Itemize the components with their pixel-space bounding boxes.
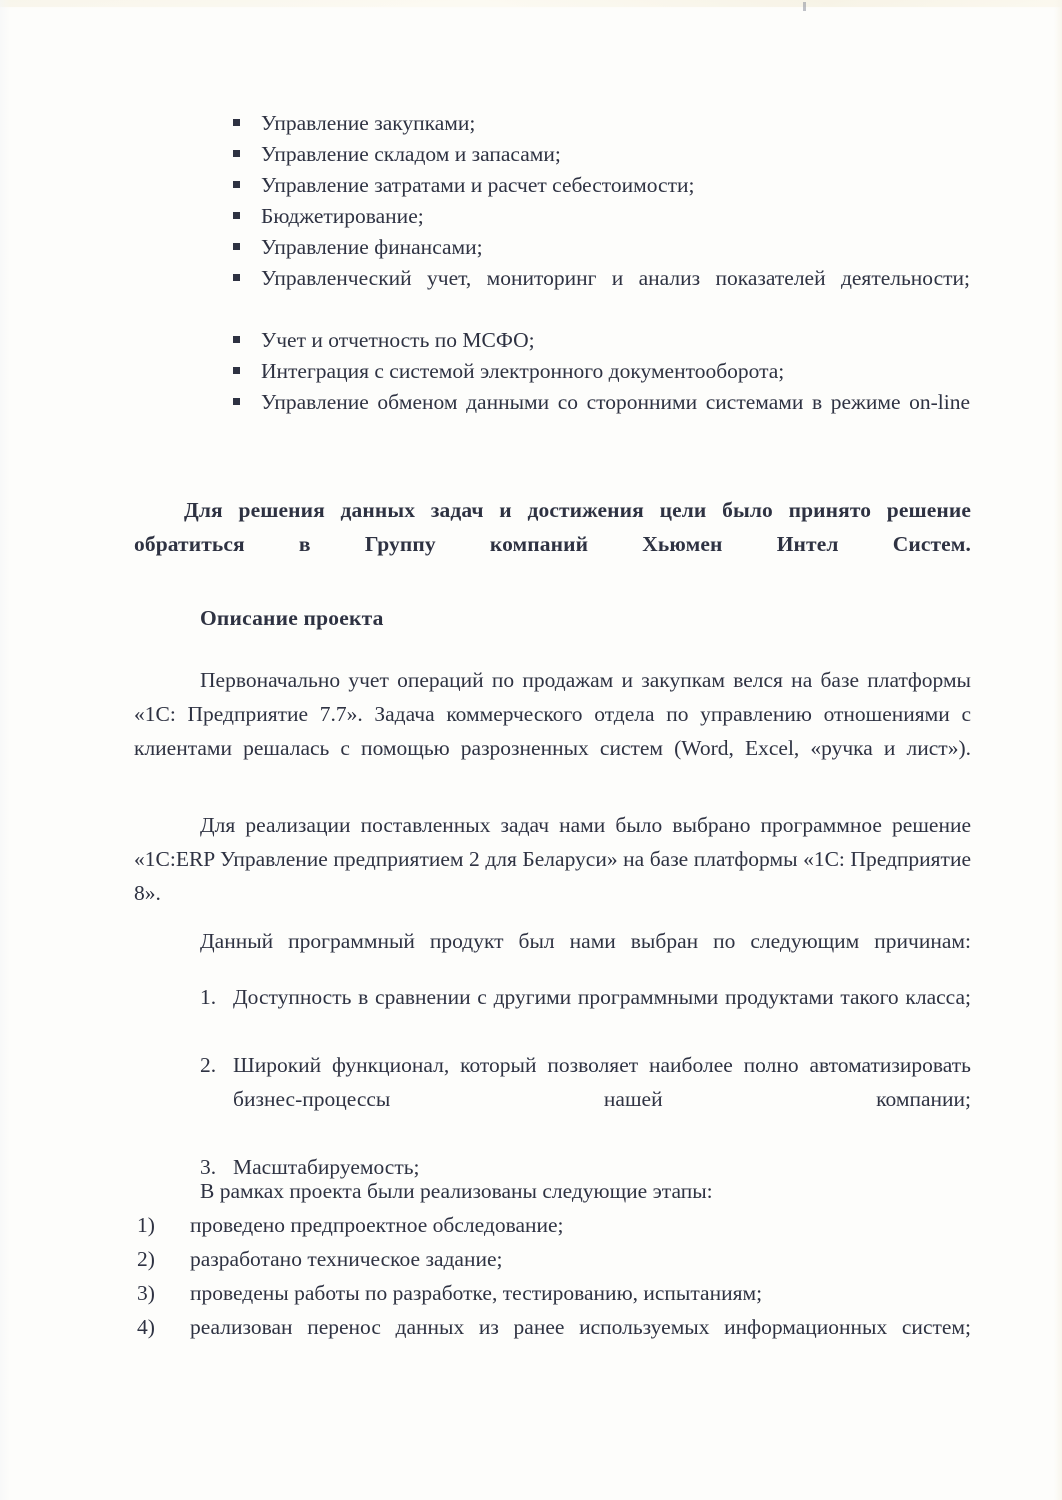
list-item bbox=[137, 1242, 971, 1276]
list-item-text: Управление закупками; bbox=[261, 111, 476, 135]
square-bullet-icon bbox=[233, 274, 240, 281]
list-item bbox=[233, 201, 970, 232]
list-item-number: 2. bbox=[200, 1053, 217, 1077]
list-item bbox=[137, 1276, 971, 1310]
list-item bbox=[200, 980, 971, 1048]
scan-edge-left bbox=[0, 0, 10, 1500]
list-item-text: Управление складом и запасами; bbox=[261, 142, 561, 166]
list-item-text: Учет и отчетность по МСФО; bbox=[261, 328, 535, 352]
stages-numbered-list bbox=[137, 1208, 971, 1378]
square-bullet-icon bbox=[233, 212, 240, 219]
square-bullet-icon bbox=[233, 336, 240, 343]
reasons-numbered-list bbox=[200, 980, 971, 1184]
scan-artifact-speck bbox=[803, 2, 806, 11]
list-item-text: Масштабируемость; bbox=[233, 1155, 420, 1179]
list-item-text: проведено предпроектное обследование; bbox=[190, 1213, 564, 1237]
square-bullet-icon bbox=[233, 119, 240, 126]
list-item-text: Бюджетирование; bbox=[261, 204, 424, 228]
list-item-text: Управление финансами; bbox=[261, 235, 483, 259]
list-item bbox=[233, 232, 970, 263]
list-item bbox=[233, 170, 970, 201]
paragraph-reasons-intro: Данный программный продукт был нами выбран по следующим причинам: bbox=[200, 928, 971, 953]
square-bullet-icon bbox=[233, 150, 240, 157]
list-item-number: 3. bbox=[200, 1155, 217, 1179]
scan-edge-top bbox=[0, 0, 1062, 7]
list-item-text: проведены работы по разработке, тестированию, испытаниям; bbox=[190, 1281, 763, 1305]
list-item-text: Интеграция с системой электронного документооборота; bbox=[261, 359, 785, 383]
list-item-number: 1) bbox=[137, 1213, 155, 1237]
section-heading-project-description: Описание проекта bbox=[200, 605, 384, 630]
list-item-number: 3) bbox=[137, 1281, 155, 1305]
list-item bbox=[233, 325, 970, 356]
list-item bbox=[233, 356, 970, 387]
list-item-number: 1. bbox=[200, 985, 217, 1009]
paragraph-initial-state: Первоначально учет операций по продажам и закупкам велся на базе платформы «1С: Предприятие 7.7». Задача коммерческого отдела по управлению отношениями с клиентами решалась с помощью разрозненных систем (Word, Excel, «ручка и лист»). bbox=[134, 667, 971, 760]
square-bullet-icon bbox=[233, 367, 240, 374]
list-item bbox=[233, 263, 970, 325]
requirements-bullet-list bbox=[233, 108, 970, 449]
list-item-text: Управление обменом данными со сторонними системами в режиме on-line bbox=[261, 390, 970, 414]
list-item bbox=[233, 108, 970, 139]
list-item-text: Доступность в сравнении с другими программными продуктами такого класса; bbox=[233, 985, 971, 1009]
list-item-text: Широкий функционал, который позволяет наиболее полно автоматизировать бизнес-процессы нашей компании; bbox=[233, 1053, 971, 1111]
paragraph-chosen-solution: Для реализации поставленных задач нами было выбрано программное решение «1С:ERP Управление предприятием 2 для Беларуси» на базе платформы «1С: Предприятие 8». bbox=[134, 812, 971, 905]
decision-paragraph: Для решения данных задач и достижения цели было принято решение обратиться в Группу компаний Хьюмен Интел Систем. bbox=[134, 497, 971, 556]
square-bullet-icon bbox=[233, 243, 240, 250]
list-item-number: 4) bbox=[137, 1315, 155, 1339]
square-bullet-icon bbox=[233, 181, 240, 188]
list-item-number: 2) bbox=[137, 1247, 155, 1271]
list-item bbox=[233, 387, 970, 449]
list-item-text: Управленческий учет, мониторинг и анализ показателей деятельности; bbox=[261, 266, 970, 290]
list-item bbox=[137, 1310, 971, 1378]
list-item-text: Управление затратами и расчет себестоимости; bbox=[261, 173, 695, 197]
scan-edge-right bbox=[1054, 0, 1062, 1500]
square-bullet-icon bbox=[233, 398, 240, 405]
list-item-text: реализован перенос данных из ранее используемых информационных систем; bbox=[190, 1315, 971, 1339]
list-item bbox=[233, 139, 970, 170]
paragraph-stages-intro: В рамках проекта были реализованы следующие этапы: bbox=[200, 1178, 713, 1203]
list-item bbox=[200, 1048, 971, 1150]
list-item-text: разработано техническое задание; bbox=[190, 1247, 503, 1271]
list-item bbox=[137, 1208, 971, 1242]
